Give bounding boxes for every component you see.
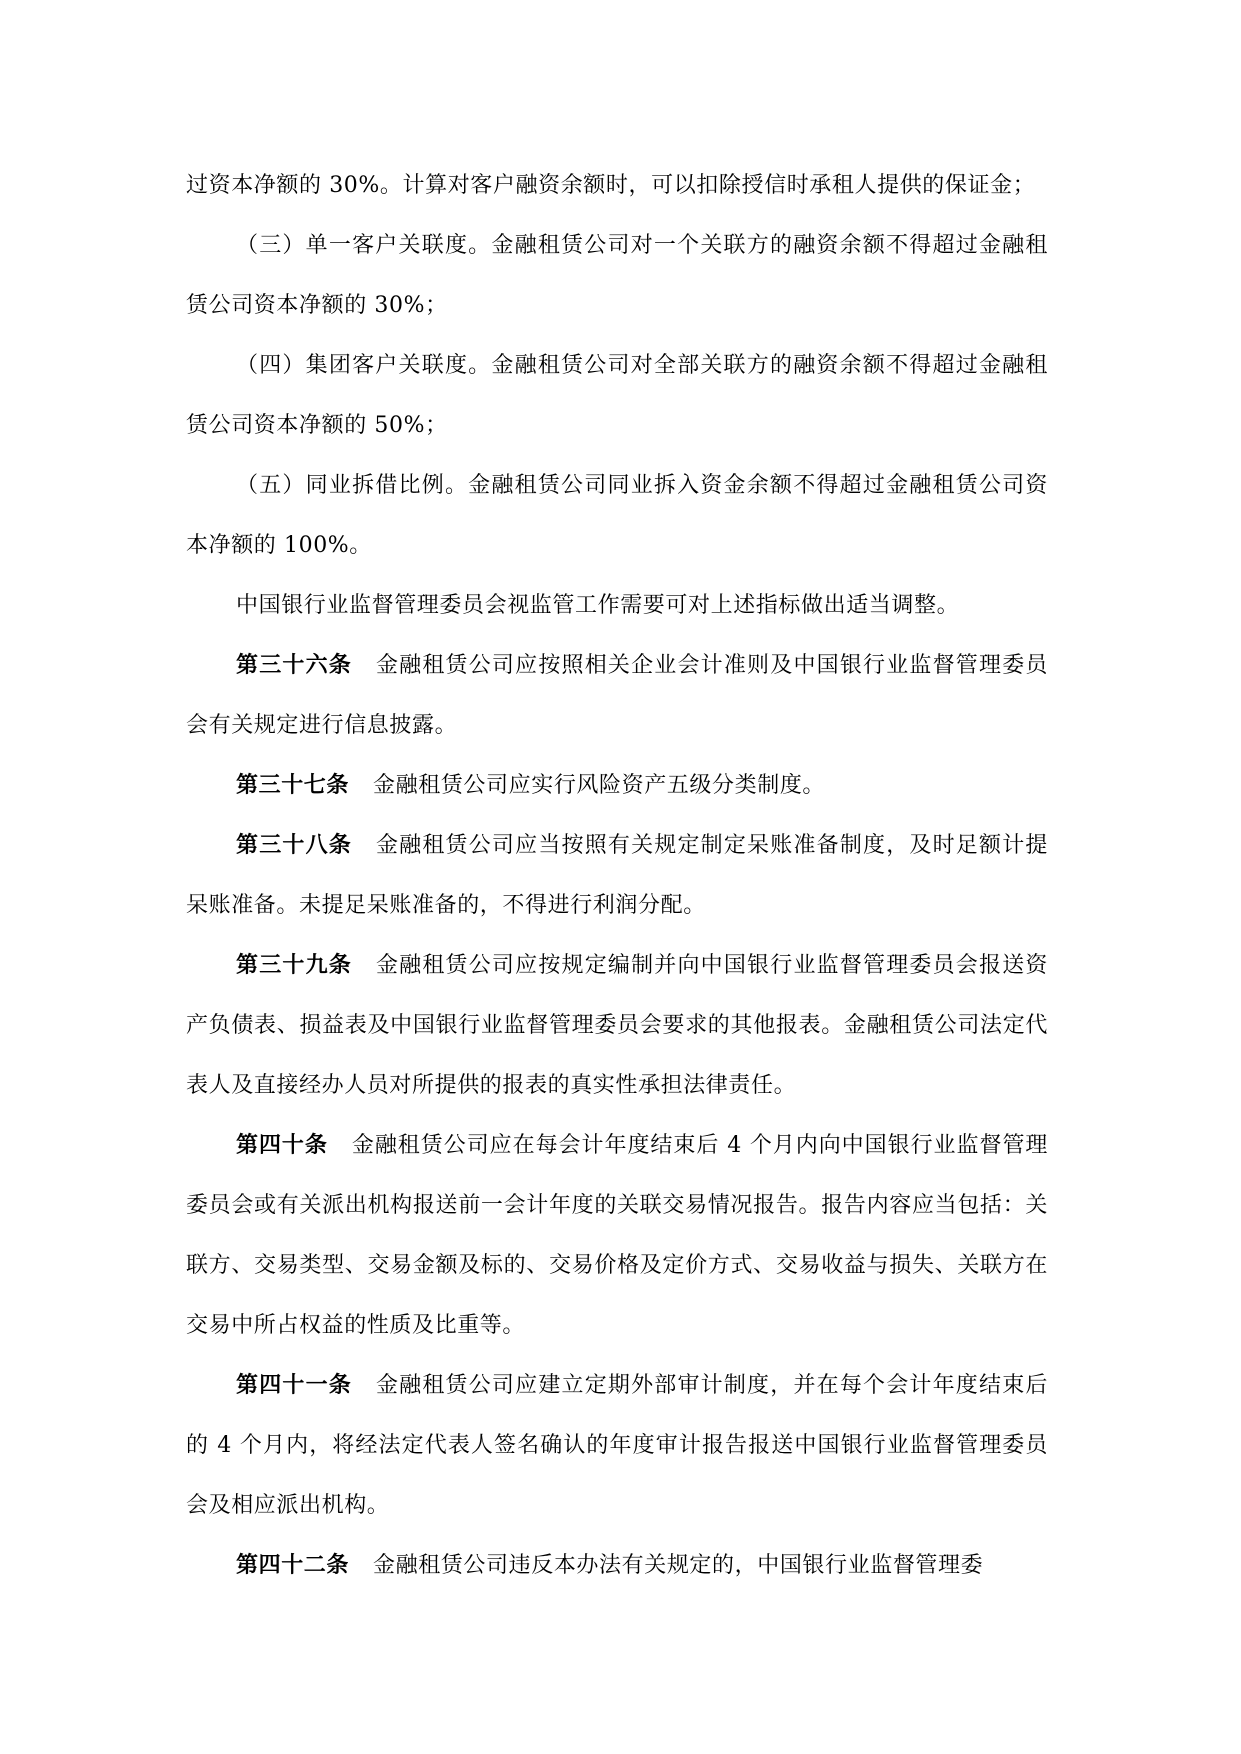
article-text: 金融租赁公司违反本办法有关规定的，中国银行业监督管理委 <box>373 1553 984 1578</box>
paragraph-text: 过资本净额的 30%。计算对客户融资余额时，可以扣除授信时承租人提供的保证金； <box>186 173 1036 198</box>
paragraph-adjustment-note <box>186 576 1048 636</box>
paragraph-text: （三）单一客户关联度。金融租赁公司对一个关联方的融资余额不得超过金融租赁公司资本净额的 30%； <box>186 233 1048 318</box>
article-36 <box>186 636 1048 756</box>
article-number: 第三十六条 <box>236 653 352 678</box>
article-number: 第三十七条 <box>236 773 350 798</box>
article-number: 第四十条 <box>236 1133 328 1158</box>
document-body <box>186 156 1048 1596</box>
article-42 <box>186 1536 1048 1596</box>
paragraph-item-5 <box>186 456 1048 576</box>
article-37 <box>186 756 1048 816</box>
paragraph-continuation <box>186 156 1048 216</box>
paragraph-text: 中国银行业监督管理委员会视监管工作需要可对上述指标做出适当调整。 <box>236 593 960 618</box>
article-text: 金融租赁公司应建立定期外部审计制度，并在每个会计年度结束后的 4 个月内，将经法定代表人签名确认的年度审计报告报送中国银行业监督管理委员会及相应派出机构。 <box>186 1373 1048 1518</box>
article-number: 第四十二条 <box>236 1553 350 1578</box>
article-38 <box>186 816 1048 936</box>
article-text: 金融租赁公司应当按照有关规定制定呆账准备制度，及时足额计提呆账准备。未提足呆账准备的，不得进行利润分配。 <box>186 833 1048 918</box>
article-39 <box>186 936 1048 1116</box>
article-text: 金融租赁公司应按照相关企业会计准则及中国银行业监督管理委员会有关规定进行信息披露。 <box>186 653 1048 738</box>
article-number: 第三十八条 <box>236 833 352 858</box>
paragraph-item-3 <box>186 216 1048 336</box>
article-41 <box>186 1356 1048 1536</box>
article-text: 金融租赁公司应在每会计年度结束后 4 个月内向中国银行业监督管理委员会或有关派出机构报送前一会计年度的关联交易情况报告。报告内容应当包括：关联方、交易类型、交易金额及标的、交易价格及定价方式、交易收益与损失、关联方在交易中所占权益的性质及比重等。 <box>186 1133 1049 1338</box>
article-text: 金融租赁公司应实行风险资产五级分类制度。 <box>373 773 826 798</box>
article-40 <box>186 1116 1048 1356</box>
article-number: 第四十一条 <box>236 1373 352 1398</box>
paragraph-item-4 <box>186 336 1048 456</box>
article-text: 金融租赁公司应按规定编制并向中国银行业监督管理委员会报送资产负债表、损益表及中国银行业监督管理委员会要求的其他报表。金融租赁公司法定代表人及直接经办人员对所提供的报表的真实性承担法律责任。 <box>186 953 1048 1098</box>
paragraph-text: （四）集团客户关联度。金融租赁公司对全部关联方的融资余额不得超过金融租赁公司资本净额的 50%； <box>186 353 1048 438</box>
article-number: 第三十九条 <box>236 953 352 978</box>
paragraph-text: （五）同业拆借比例。金融租赁公司同业拆入资金余额不得超过金融租赁公司资本净额的 100%。 <box>186 473 1048 558</box>
